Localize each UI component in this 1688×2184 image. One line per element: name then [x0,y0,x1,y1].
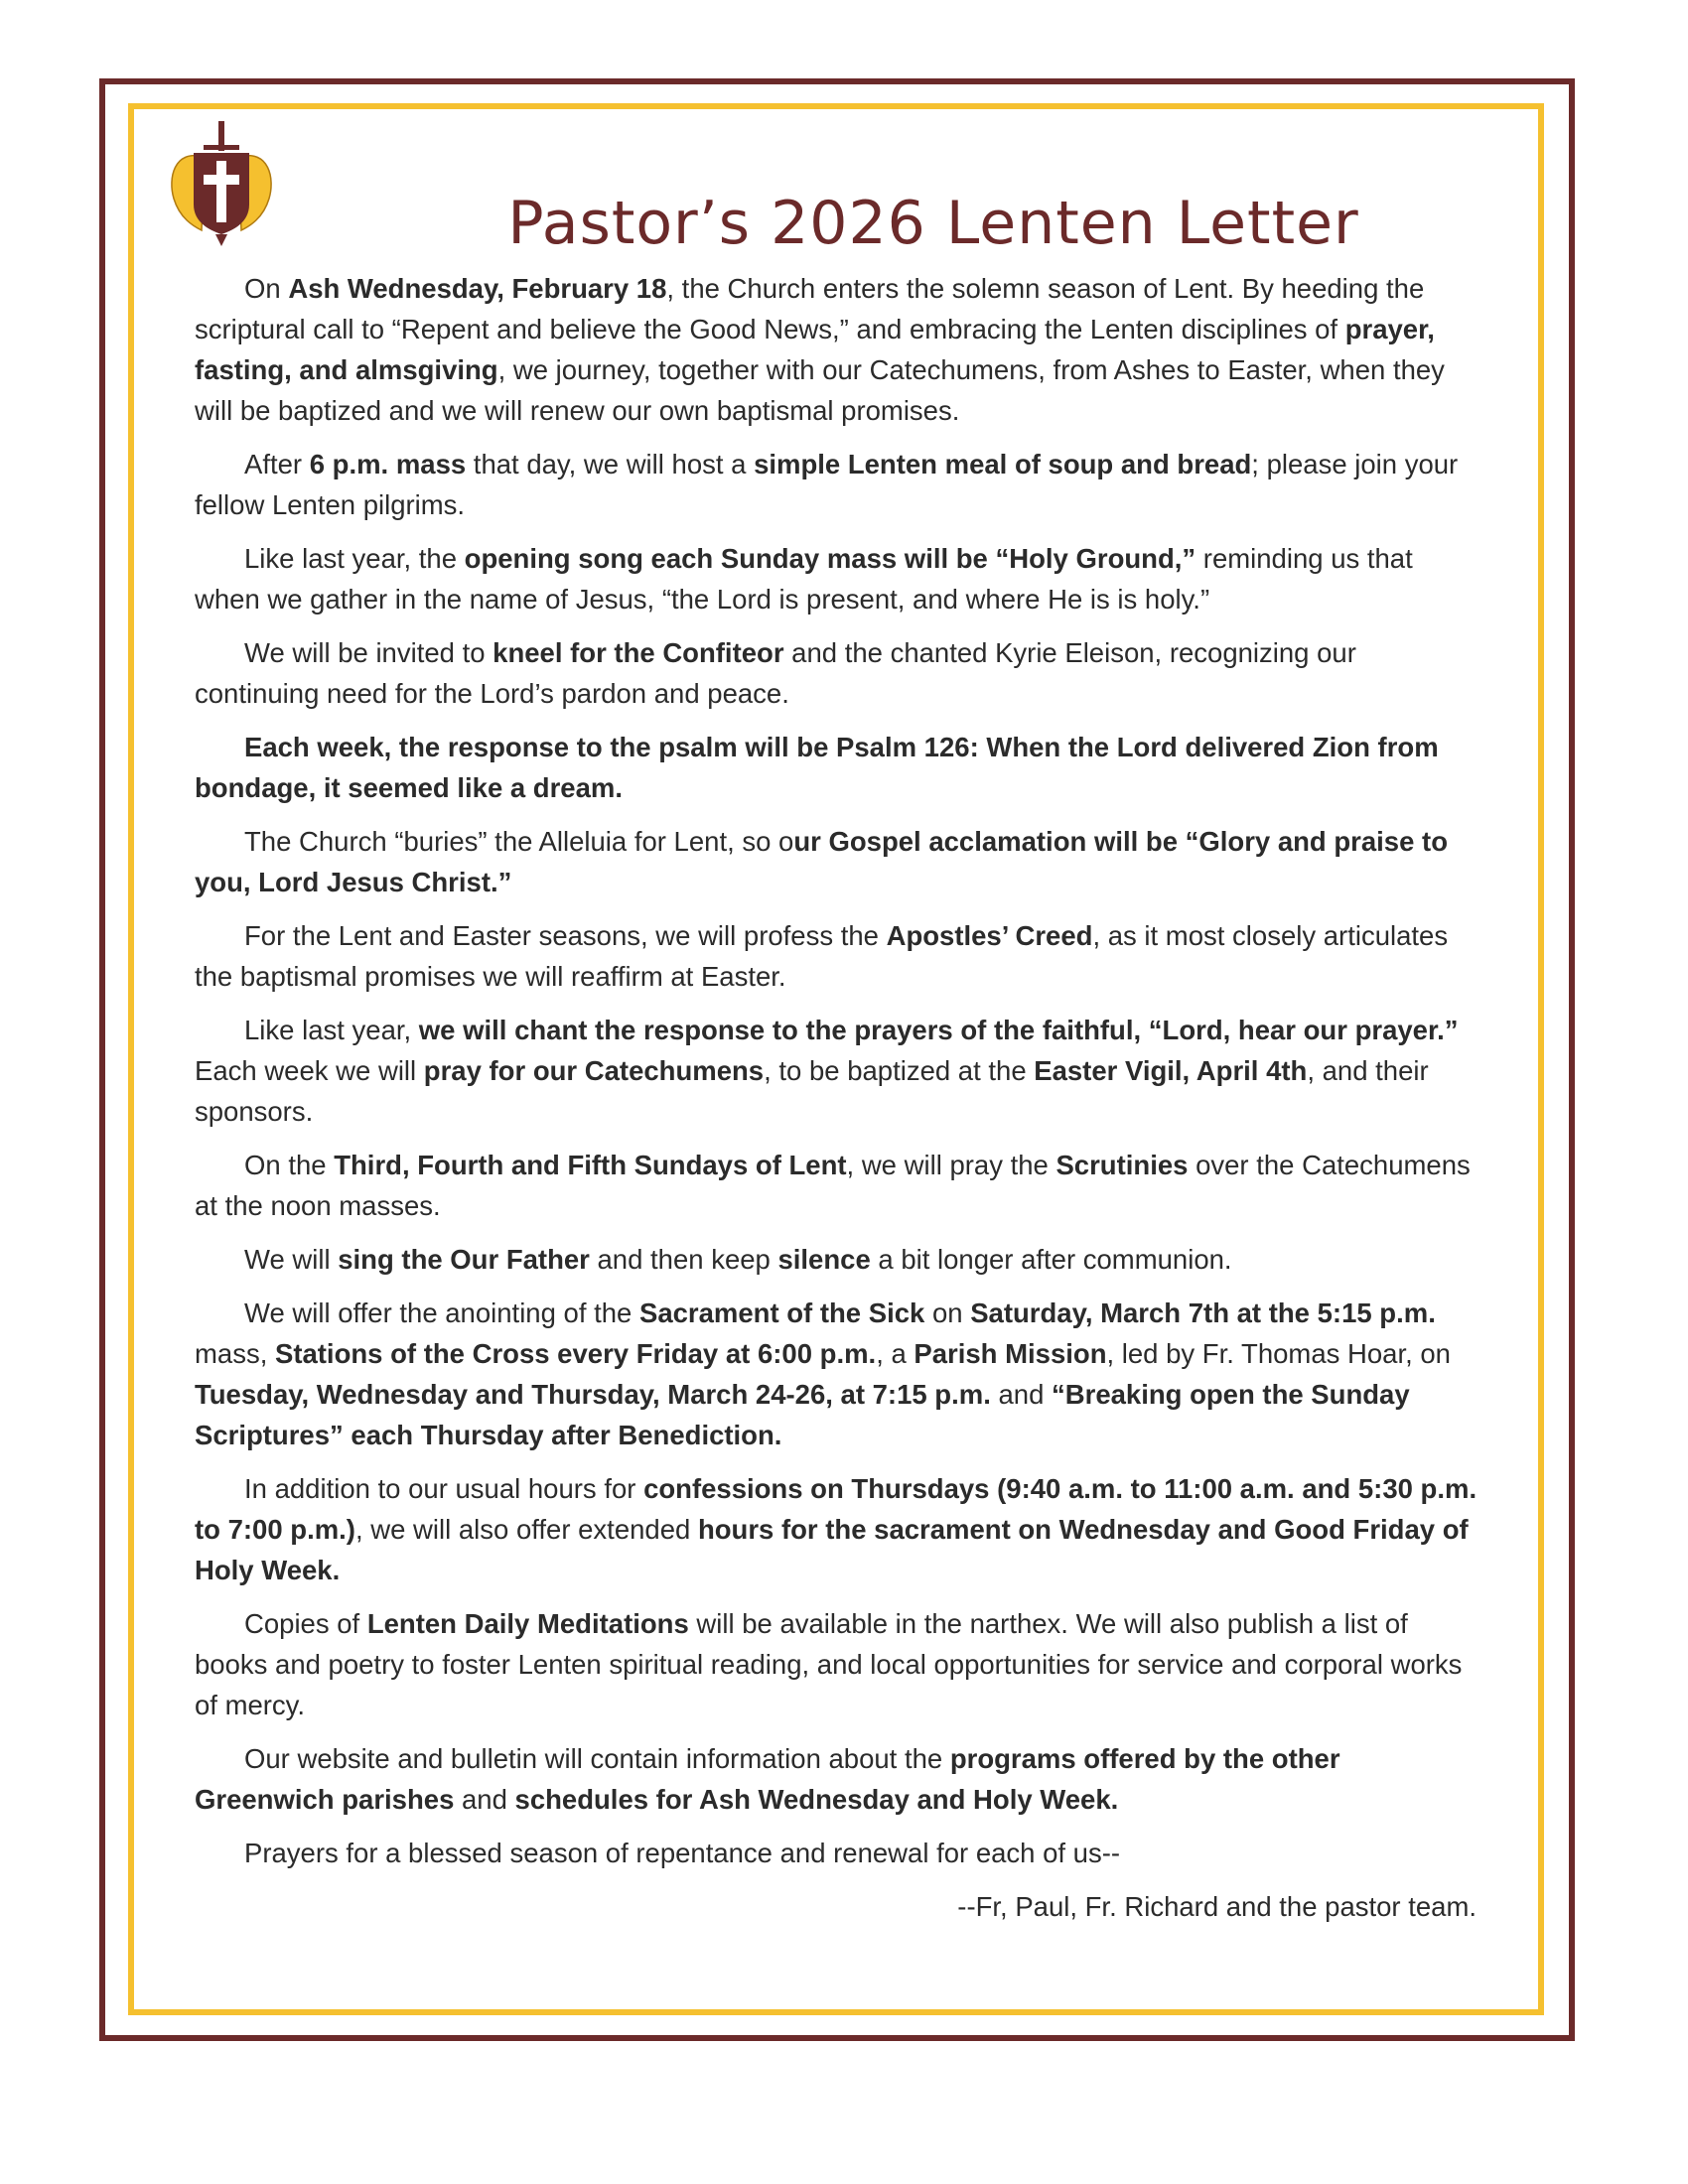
letter-paragraph [195,632,1480,714]
page-title: Pastor’s 2026 Lenten Letter [507,189,1359,259]
emphasized-text: Apostles’ Creed [886,920,1093,951]
parish-crest-logo [164,119,279,248]
paragraph-text: Like last year, [244,1015,419,1045]
emphasized-text: schedules for Ash Wednesday and Holy Week. [514,1784,1119,1815]
emphasized-text: prayer, fasting, and almsgiving [195,314,1435,385]
paragraph-text: Each week we will [195,1055,424,1086]
paragraph-text: a bit longer after communion. [870,1244,1232,1275]
letter-paragraph [195,1603,1480,1725]
letter-paragraph [195,821,1480,902]
emphasized-text: Stations of the Cross every Friday at 6:00 p.m. [274,1338,877,1369]
paragraph-text: that day, we will host a [466,449,755,479]
emphasized-text: Lenten Daily Meditations [366,1608,689,1639]
letter-paragraph [195,268,1480,431]
emphasized-text: we will chant the response to the prayers of the faithful, “Lord, hear our prayer.” [418,1015,1459,1045]
paragraph-text: Copies of [244,1608,367,1639]
paragraph-text: will be available in the narthex. We will also publish a list of books and poetry to foster Lenten spiritual reading, and local opportunities for service and corporal works of mercy. [195,1608,1463,1720]
letter-paragraph [195,1738,1480,1820]
paragraph-text: We will offer the anointing of the [244,1297,639,1328]
paragraph-text: For the Lent and Easter seasons, we will profess the [244,920,887,951]
paragraph-text: reminding us that when we gather in the name of Jesus, “the Lord is present, and where He is is holy.” [195,543,1413,614]
emphasized-text: Third, Fourth and Fifth Sundays of Lent [334,1150,847,1180]
paragraph-text: , we journey, together with our Catechumens, from Ashes to Easter, when they will be baptized and we will renew our own baptismal promises. [195,354,1445,426]
paragraph-text: , led by Fr. Thomas Hoar, on [1106,1338,1451,1369]
paragraph-text: and [454,1784,515,1815]
paragraph-text: Like last year, the [244,543,465,574]
letter-paragraph [195,1145,1480,1226]
letter-paragraph [195,1239,1480,1280]
letter-paragraph [195,1293,1480,1455]
letter-body [195,268,1480,1940]
emphasized-text: Ash Wednesday, February 18 [288,273,667,304]
emphasized-text: silence [777,1244,871,1275]
emphasized-text: programs offered by the other Greenwich parishes [195,1743,1340,1815]
paragraph-text: , and their sponsors. [195,1055,1429,1127]
paragraph-text: , as it most closely articulates the baptismal promises we will reaffirm at Easter. [195,920,1449,992]
paragraph-text: over the Catechumens at the noon masses. [195,1150,1471,1221]
paragraph-text: mass, [195,1338,275,1369]
paragraph-text: After [244,449,310,479]
letter-paragraph [195,1468,1480,1590]
emphasized-text: Tuesday, Wednesday and Thursday, March 24-26, at 7:15 p.m. [195,1379,991,1410]
paragraph-text: ; please join your fellow Lenten pilgrims. [195,449,1459,520]
emphasized-text: Scrutinies [1055,1150,1189,1180]
paragraph-text: We will be invited to [244,637,493,668]
letter-paragraph [195,444,1480,525]
paragraph-text: Our website and bulletin will contain information about the [244,1743,950,1774]
paragraph-text: In addition to our usual hours for [244,1473,644,1504]
emphasized-text: Saturday, March 7th at the 5:15 p.m. [970,1297,1436,1328]
emphasized-text: Parish Mission [914,1338,1107,1369]
letter-paragraph [195,1010,1480,1132]
paragraph-text: , to be baptized at the [764,1055,1035,1086]
letter-paragraph [195,915,1480,997]
paragraph-text: and [990,1379,1053,1410]
emphasized-text: Sacrament of the Sick [638,1297,925,1328]
emphasized-text: simple Lenten meal of soup and bread [754,449,1252,479]
emphasized-text: kneel for the Confiteor [492,637,784,668]
letter-paragraph [195,727,1480,808]
emphasized-text: “Breaking open the Sunday Scriptures” each Thursday after Benediction. [195,1379,1410,1450]
emphasized-text: Each week, the response to the psalm will be Psalm 126: When the Lord delivered Zion from bondage, it seemed like a dream. [195,732,1439,803]
paragraph-text: On [244,273,289,304]
paragraph-text: , we will also offer extended [354,1514,698,1545]
letter-paragraph [195,538,1480,619]
paragraph-text: Prayers for a blessed season of repentance and renewal for each of us-- [244,1838,1121,1868]
emphasized-text: 6 p.m. mass [309,449,467,479]
emphasized-text: ur Gospel acclamation will be “Glory and praise to you, Lord Jesus Christ.” [195,826,1448,897]
paragraph-text: On the [244,1150,335,1180]
paragraph-text: and then keep [589,1244,778,1275]
emphasized-text: opening song each Sunday mass will be “Holy Ground,” [464,543,1196,574]
paragraph-text: The Church “buries” the Alleluia for Lent, so o [244,826,794,857]
paragraph-text: on [924,1297,971,1328]
paragraph-text: , the Church enters the solemn season of Lent. By heeding the scriptural call to “Repent and believe the Good News,” and embracing the Lenten disciplines of [195,273,1425,344]
paragraph-text: , we will pray the [846,1150,1056,1180]
emphasized-text: Easter Vigil, April 4th [1034,1055,1308,1086]
paragraph-text: and the chanted Kyrie Eleison, recognizing our continuing need for the Lord’s pardon and peace. [195,637,1356,709]
emphasized-text: hours for the sacrament on Wednesday and Good Friday of Holy Week. [195,1514,1469,1585]
letter-paragraph [195,1833,1480,1873]
emphasized-text: sing the Our Father [338,1244,590,1275]
paragraph-text: We will [244,1244,339,1275]
signature: --Fr, Paul, Fr. Richard and the pastor team. [957,1891,1477,1922]
emphasized-text: pray for our Catechumens [423,1055,765,1086]
emphasized-text: confessions on Thursdays (9:40 a.m. to 11:00 a.m. and 5:30 p.m. to 7:00 p.m.) [195,1473,1477,1545]
paragraph-text: , a [876,1338,914,1369]
